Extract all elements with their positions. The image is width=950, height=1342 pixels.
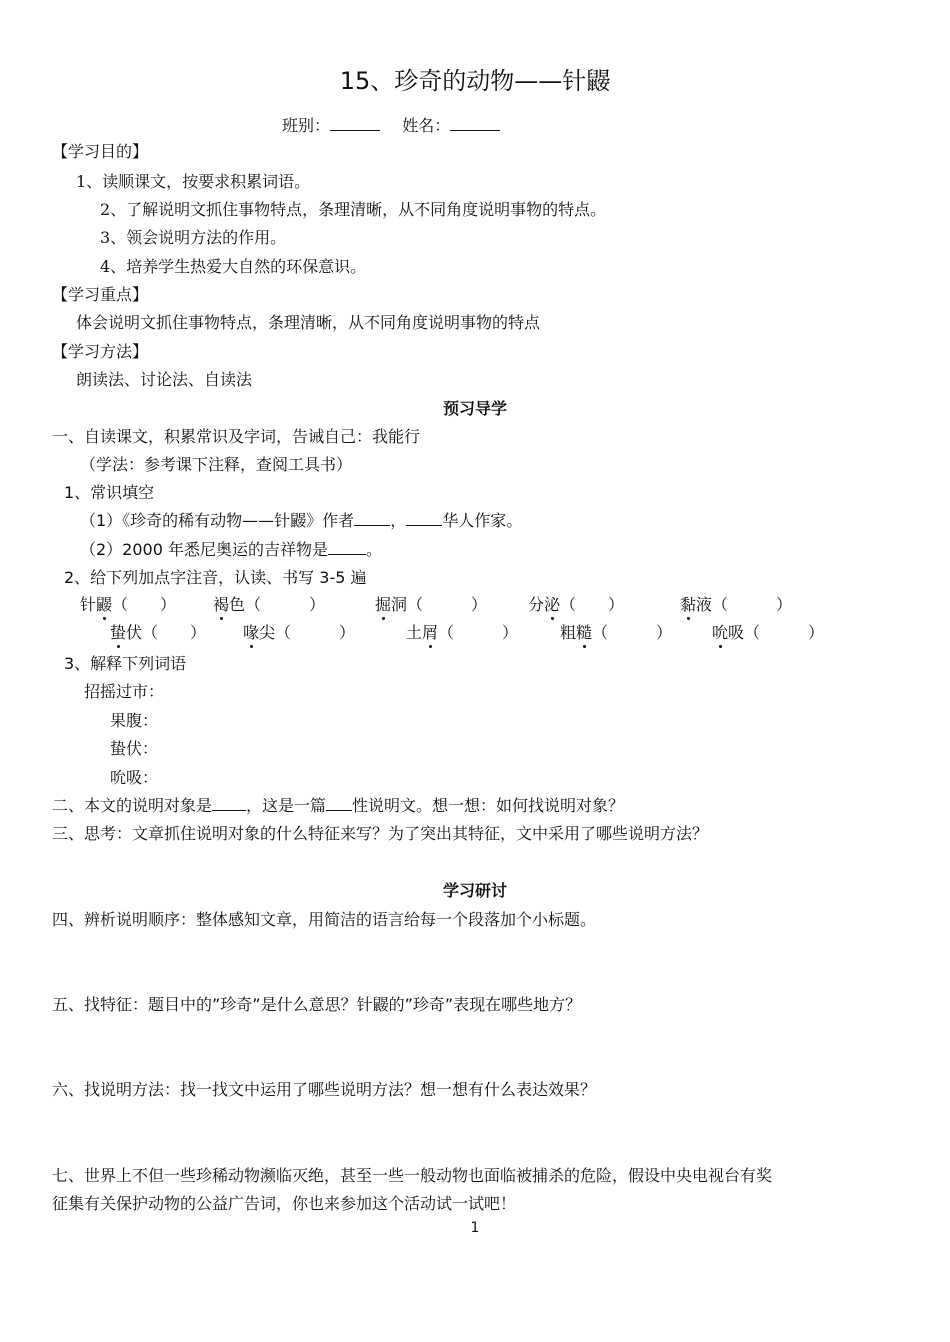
nationality-blank[interactable] (406, 511, 442, 526)
class-label: 班别： (282, 116, 331, 135)
term-item: 果腹： (110, 711, 159, 730)
question-3: 三、思考：文章抓住说明对象的什么特征来写？为了突出其特征，文中采用了哪些说明方法？ (52, 824, 709, 843)
pinyin-word: 针鼹（ ） (80, 595, 177, 614)
methods-heading: 【学习方法】 (52, 342, 149, 361)
study-heading: 学习研讨 (442, 881, 507, 900)
pinyin-word: 土屑（ ） (406, 623, 519, 642)
name-label: 姓名： (402, 116, 451, 135)
class-blank[interactable] (330, 116, 380, 131)
fill-line-author: （1）《珍奇的稀有动物——针鼹》作者 ， 华人作家。 (80, 511, 523, 530)
question-4: 四、辨析说明顺序：整体感知文章，用简洁的语言给每一个段落加个小标题。 (52, 910, 597, 929)
term-item: 蛰伏： (110, 739, 159, 758)
preview-heading: 预习导学 (442, 399, 507, 418)
subsection-1: 1、常识填空 (64, 483, 155, 502)
pinyin-word: 掘洞（ ） (375, 595, 488, 614)
mascot-blank[interactable] (328, 540, 366, 555)
question-7-line-1: 七、世界上不但一些珍稀动物濒临灭绝，甚至一些一般动物也面临被捕杀的危险，假设中央电视台有奖 (52, 1166, 773, 1185)
question-6: 六、找说明方法：找一找文中运用了哪些说明方法？想一想有什么表达效果？ (52, 1080, 597, 1099)
goal-item: 4、培养学生热爱大自然的环保意识。 (100, 257, 367, 276)
page-title: 15、珍奇的动物——针鼹 (339, 67, 611, 95)
pinyin-word: 喙尖（ ） (243, 623, 356, 642)
key-points-text: 体会说明文抓住事物特点，条理清晰，从不同角度说明事物的特点 (76, 313, 541, 332)
subsection-2: 2、给下列加点字注音，认读、书写 3-5 遍 (64, 568, 367, 587)
student-info (282, 116, 500, 136)
subsection-3: 3、解释下列词语 (64, 654, 187, 673)
term-item: 吮吸： (110, 768, 159, 787)
goals-heading: 【学习目的】 (52, 142, 149, 161)
methods-text: 朗读法、讨论法、自读法 (76, 370, 253, 389)
goal-item: 1、读顺课文，按要求积累词语。 (76, 172, 311, 191)
pinyin-word: 粗糙（ ） (560, 623, 673, 642)
name-blank[interactable] (450, 116, 500, 131)
term-item: 招摇过市： (84, 682, 165, 701)
pinyin-word: 褐色（ ） (213, 595, 326, 614)
question-2: 二、本文的说明对象是 ，这是一篇 性说明文。想一想：如何找说明对象？ (52, 796, 625, 815)
pinyin-word: 蛰伏（ ） (110, 623, 207, 642)
pinyin-word: 黏液（ ） (680, 595, 793, 614)
author-blank[interactable] (354, 511, 390, 526)
type-blank[interactable] (326, 796, 352, 811)
object-blank[interactable] (212, 796, 246, 811)
key-points-heading: 【学习重点】 (52, 285, 149, 304)
question-7-line-2: 征集有关保护动物的公益广告词，你也来参加这个活动试一试吧！ (52, 1194, 517, 1213)
goal-item: 3、领会说明方法的作用。 (100, 228, 287, 247)
goal-item: 2、了解说明文抓住事物特点，条理清晰，从不同角度说明事物的特点。 (100, 200, 607, 219)
question-1-note: （学法：参考课下注释，查阅工具书） (80, 455, 353, 474)
pinyin-word: 吮吸（ ） (712, 623, 825, 642)
page-number: 1 (470, 1220, 480, 1236)
question-5: 五、找特征：题目中的”珍奇”是什么意思？针鼹的”珍奇”表现在哪些地方？ (52, 995, 582, 1014)
fill-line-mascot: （2）2000 年悉尼奥运的吉祥物是 。 (80, 540, 383, 559)
question-1: 一、自读课文，积累常识及字词，告诫自己：我能行 (52, 427, 421, 446)
pinyin-word: 分泌（ ） (528, 595, 625, 614)
